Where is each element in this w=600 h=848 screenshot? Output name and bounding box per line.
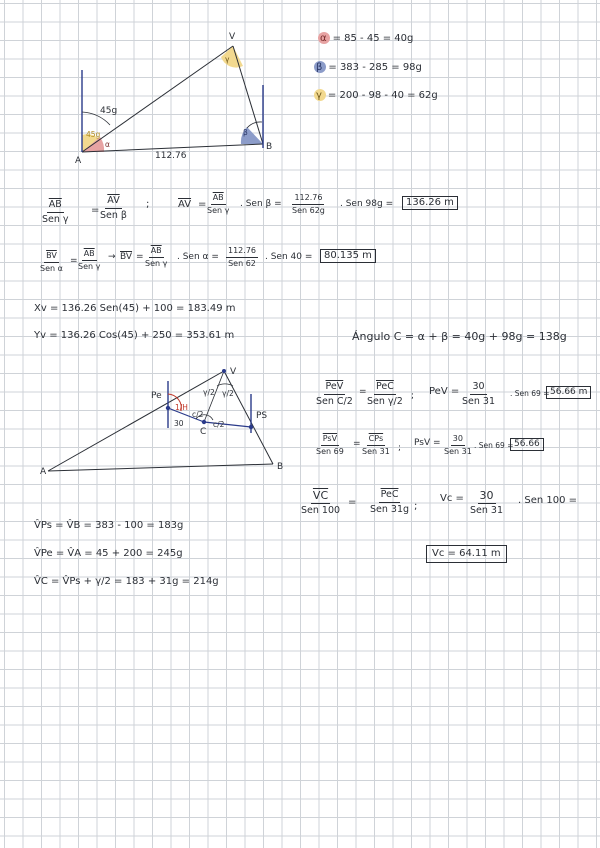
- r3-separator: ;: [414, 501, 418, 512]
- gamma-half-right: γ/2: [222, 389, 234, 398]
- r2-tail: . Sen 69 =: [474, 441, 514, 450]
- r1-fraction-1: $\overline{PeV}$ Sen C/2: [316, 381, 353, 407]
- alpha-expression: = 85 - 45 = 40g: [332, 33, 414, 44]
- r1-fraction-2: $\overline{PeC}$ Sen γ/2: [367, 381, 403, 407]
- coordinate-xv: Xv = 136.26 Sen(45) + 100 = 183.49 m: [34, 303, 236, 314]
- alpha-symbol: α: [320, 33, 327, 44]
- angle-45-label: 45g: [100, 106, 118, 116]
- eq2-fraction-3: $\overline{AB}$ Sen γ: [145, 246, 168, 268]
- vertex-a-label: A: [75, 156, 82, 166]
- eq2-arrow: →: [108, 252, 116, 262]
- beta-mark: β: [243, 128, 248, 137]
- small-45-label: 45g: [86, 130, 101, 139]
- eq2-equals: =: [70, 256, 78, 266]
- eq1-fraction-1: $\overline{AB}$ Sen γ: [42, 199, 69, 225]
- eq2-tail: . Sen 40 =: [265, 252, 313, 262]
- eq2-fraction-2: $\overline{AB}$ Sen γ: [78, 249, 101, 271]
- r2-fraction-3: 30 Sen 31: [444, 434, 472, 456]
- side-ab-2: [48, 464, 273, 471]
- r1-fraction-3: 30 Sen 31: [462, 381, 496, 407]
- eq1-separator: ;: [146, 199, 150, 210]
- r1-result: 56.66 m: [546, 386, 591, 399]
- r3-fraction-3: 30 Sen 31: [470, 489, 504, 516]
- angle-c-equation: Ángulo C = α + β = 40g + 98g = 138g: [352, 330, 567, 343]
- gamma-expression: = 200 - 98 - 40 = 62g: [327, 90, 438, 101]
- a-label-2: A: [40, 467, 47, 477]
- vertex-v-label: V: [229, 32, 236, 42]
- vpe-equation: V̂Pe = V̂A = 45 + 200 = 245g: [34, 548, 183, 559]
- b-label-2: B: [277, 462, 284, 472]
- r2-equals: =: [353, 439, 361, 449]
- point-v: [222, 369, 226, 373]
- distance-30: 30: [174, 419, 184, 428]
- eq1-middle: . Sen β =: [240, 199, 282, 209]
- gamma-mark: γ: [225, 55, 230, 64]
- eq1-tail: . Sen 98g =: [340, 199, 394, 209]
- r1-separator: ;: [411, 391, 415, 401]
- point-ps: [249, 425, 253, 429]
- eq2-result: 80.135 m: [320, 249, 376, 263]
- pe-angle-mark: 1/H: [175, 403, 188, 412]
- eq2-fraction-4: 112.76 Sen 62: [228, 246, 256, 268]
- r2-separator: ;: [398, 443, 402, 453]
- r2-fraction-1: $\overline{PsV}$ Sen 69: [316, 434, 344, 456]
- ps-label: PS: [256, 411, 268, 421]
- c-half-left: c/2: [192, 410, 204, 419]
- eq2-middle: . Sen α =: [177, 252, 219, 262]
- r3-equals: =: [348, 497, 357, 508]
- c-label: C: [200, 427, 207, 437]
- r3-fraction-2: $\overline{PeC}$ Sen 31g: [370, 489, 410, 515]
- beta-symbol: β: [316, 62, 323, 73]
- vertex-b-label: B: [266, 142, 273, 152]
- pe-label: Pe: [151, 391, 162, 401]
- r3-lhs: Vc =: [440, 493, 464, 504]
- side-av-2: [48, 371, 224, 471]
- v-label-2: V: [230, 367, 237, 377]
- vc-azimuth-equation: V̂C = V̂Ps + γ/2 = 183 + 31g = 214g: [34, 576, 219, 587]
- gamma-half-left: γ/2: [203, 388, 215, 397]
- gamma-symbol: γ: [316, 90, 322, 101]
- eq1-fraction-3: $\overline{AB}$ Sen γ: [207, 193, 230, 215]
- eq1-fraction-2: $\overline{AV}$ Sen β: [100, 195, 127, 221]
- r3-tail: . Sen 100 =: [518, 495, 578, 506]
- r1-tail: . Sen 69 =: [510, 389, 550, 398]
- point-pe: [166, 406, 170, 410]
- point-c: [202, 420, 206, 424]
- beta-expression: = 383 - 285 = 98g: [328, 62, 422, 73]
- c-half-right: c/2: [213, 420, 225, 429]
- r2-lhs: PsV =: [414, 438, 441, 448]
- r1-lhs: PeV =: [429, 386, 460, 397]
- eq2-lhs: $\overline{BV}$: [120, 252, 133, 262]
- eq2-fraction-1: $\overline{BV}$ Sen α: [40, 251, 63, 273]
- coordinate-yv: Yv = 136.26 Cos(45) + 250 = 353.61 m: [34, 330, 235, 341]
- r3-fraction-1: $\overline{VC}$ Sen 100: [301, 489, 341, 516]
- r3-result: Vc = 64.11 m: [426, 545, 507, 563]
- alpha-mark: α: [105, 140, 110, 149]
- r2-fraction-2: $\overline{CPs}$ Sen 31: [362, 434, 390, 456]
- r2-result: 56.66: [510, 438, 544, 451]
- eq1-result: 136.26 m: [402, 196, 458, 210]
- eq1-fraction-4: 112.76 Sen 62g: [292, 193, 325, 215]
- segment-c-ps: [204, 422, 251, 427]
- vps-equation: V̂Ps = V̂B = 383 - 100 = 183g: [34, 520, 184, 531]
- eq1-lhs: $\overline{AV}$: [178, 199, 192, 210]
- r1-equals: =: [359, 387, 367, 397]
- base-length-label: 112.76: [155, 151, 187, 161]
- eq1-equals: =: [91, 205, 100, 216]
